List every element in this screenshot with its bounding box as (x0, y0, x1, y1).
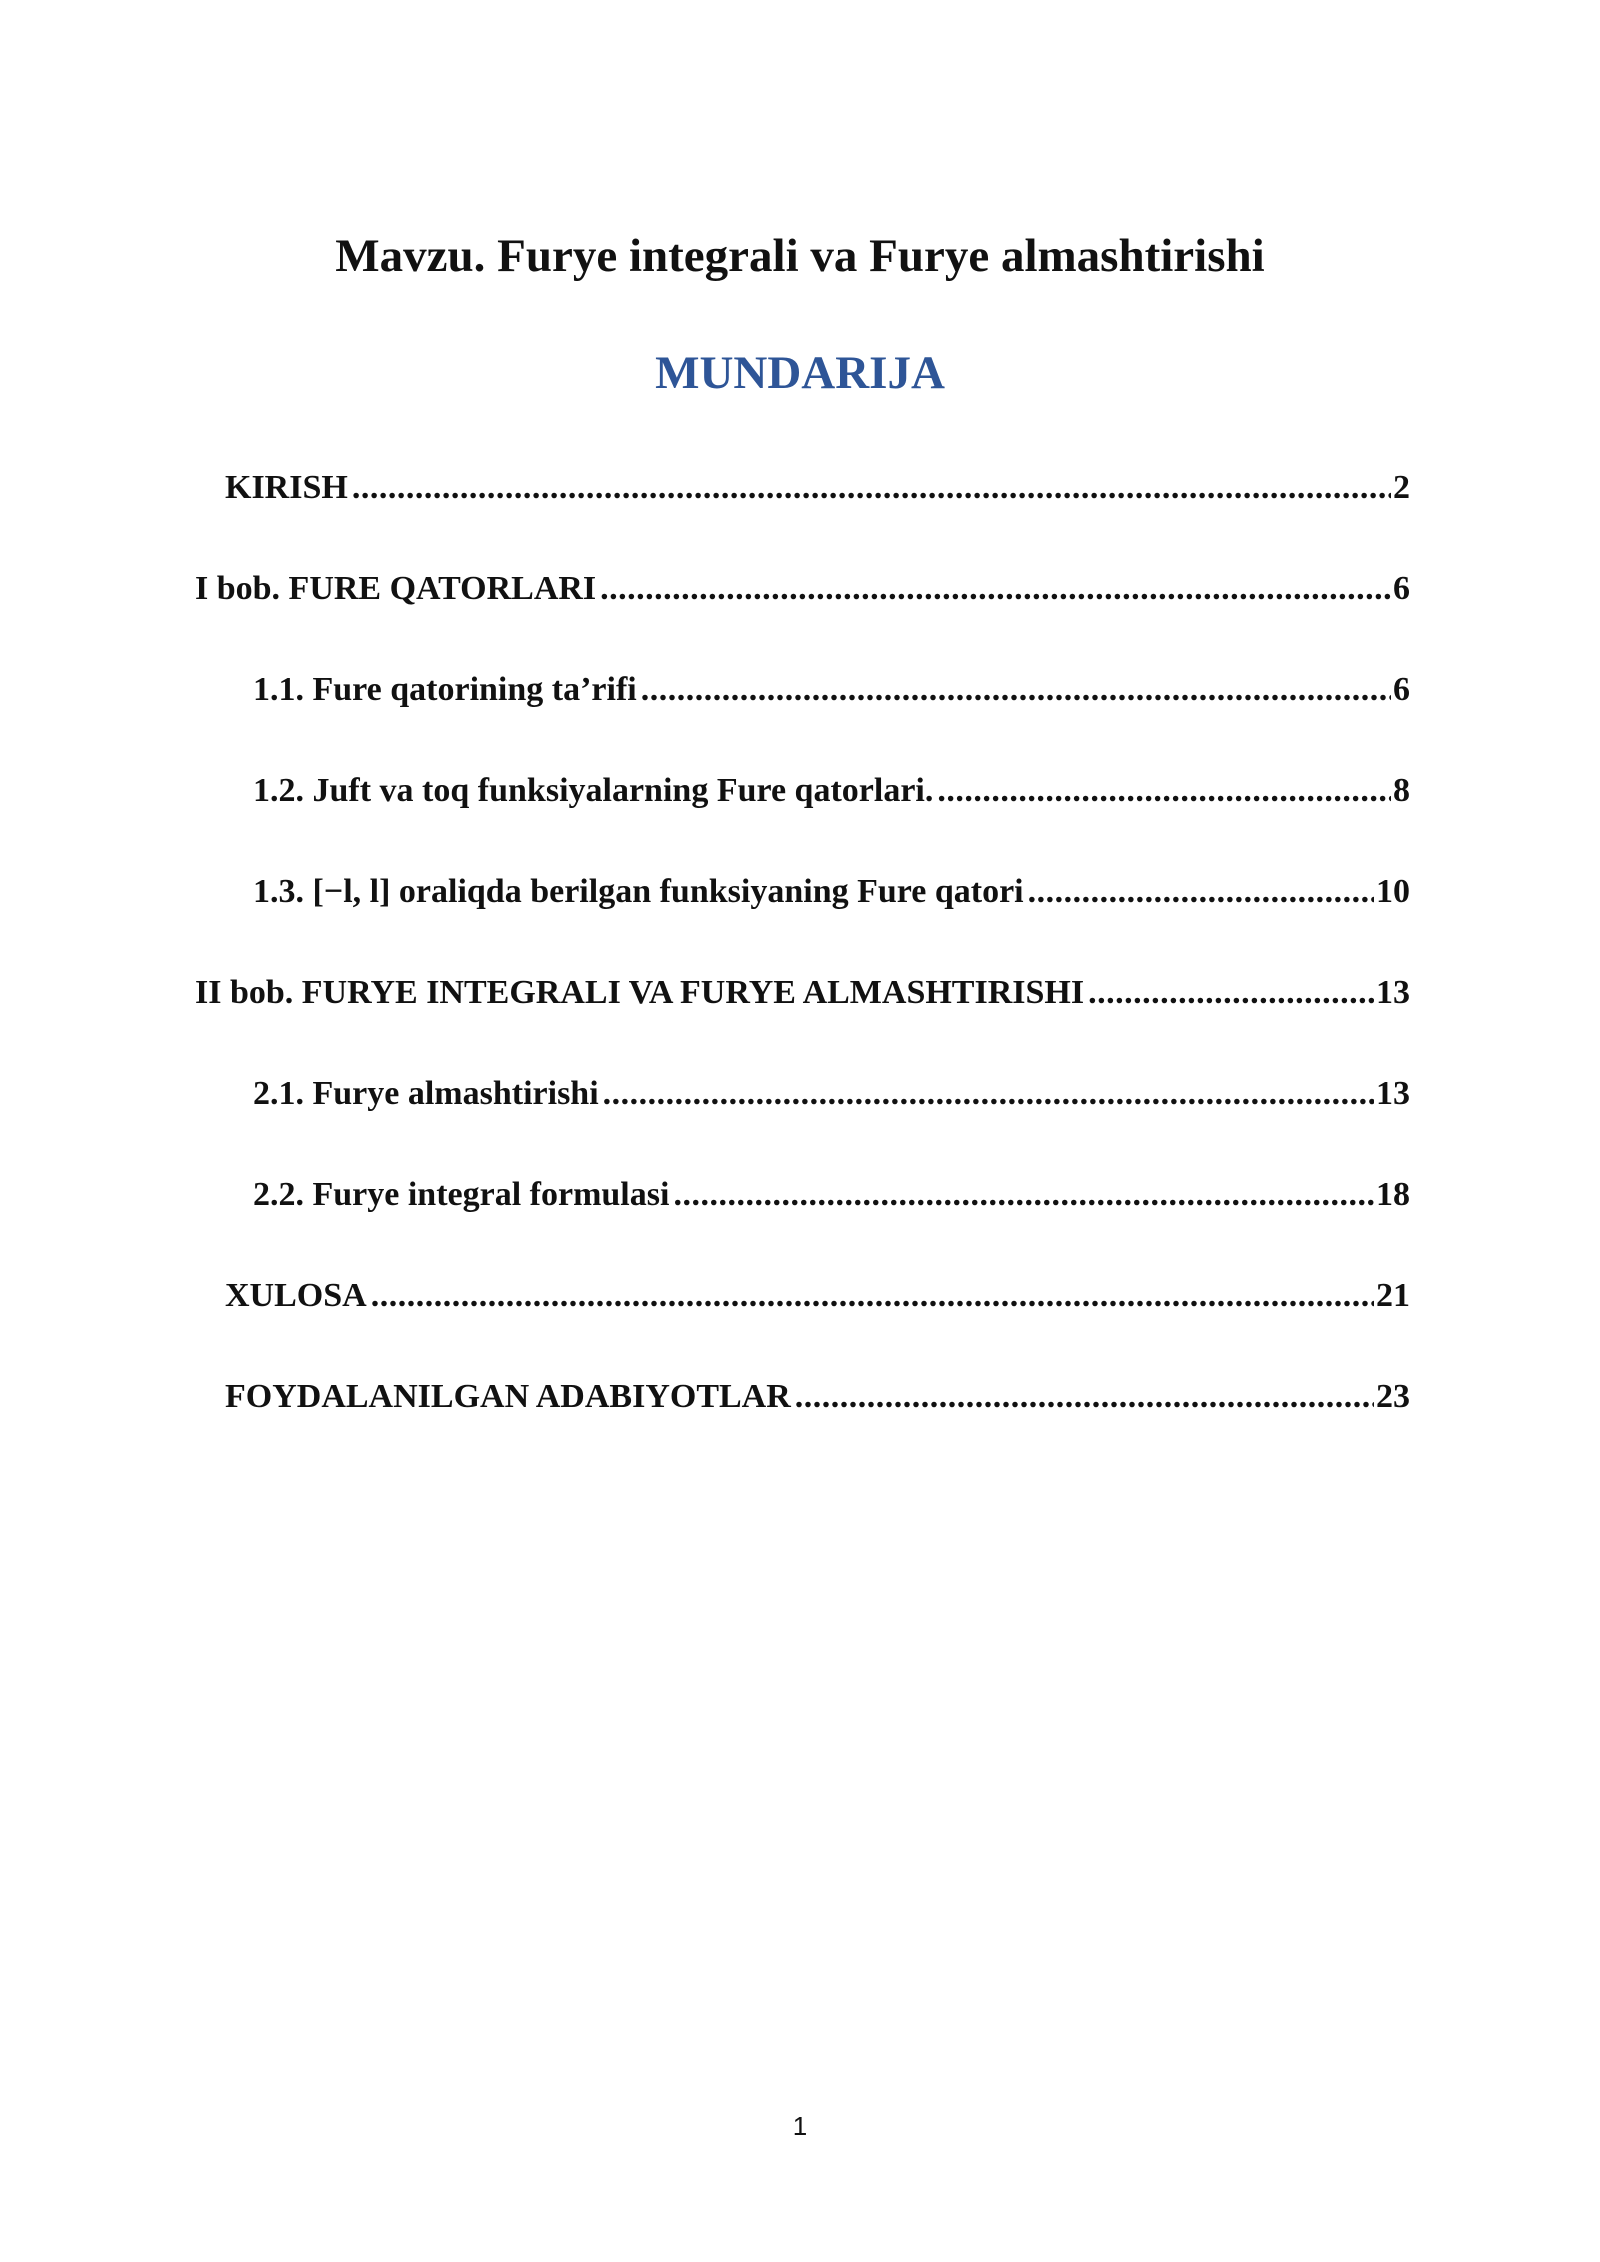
toc-dot-leader (600, 567, 1391, 611)
toc-entry-label: 2.2. Furye integral formulasi (253, 1176, 670, 1213)
toc-entry-section-2-1[interactable] (253, 1072, 1410, 1116)
toc-dot-leader (1028, 870, 1374, 914)
toc-dot-leader (795, 1375, 1374, 1419)
toc-entry-xulosa[interactable] (225, 1274, 1410, 1318)
toc-dot-leader (937, 769, 1391, 813)
toc-dot-leader (352, 466, 1391, 510)
toc-entry-section-2-2[interactable] (253, 1173, 1410, 1217)
toc-dot-leader (371, 1274, 1374, 1318)
toc-entry-section-1-2[interactable] (253, 769, 1410, 813)
toc-entry-label: 1.2. Juft va toq funksiyalarning Fure qatorlari. (253, 772, 934, 809)
toc-entry-label: 1.3. [−l, l] oraliqda berilgan funksiyaning Fure qatori (253, 873, 1024, 910)
toc-entry-label: I bob. FURE QATORLARI (195, 570, 597, 607)
toc-entry-chapter-2[interactable] (195, 971, 1410, 1015)
toc-dot-leader (641, 668, 1391, 712)
toc-entry-page: 21 (1376, 1277, 1410, 1314)
toc-entry-chapter-1[interactable] (195, 567, 1410, 611)
toc-entry-page: 8 (1393, 772, 1410, 809)
toc-entry-label: 2.1. Furye almashtirishi (253, 1075, 599, 1112)
toc-entry-label: FOYDALANILGAN ADABIYOTLAR (225, 1378, 791, 1415)
page-number: 1 (792, 2111, 808, 2141)
toc-entry-section-1-3[interactable] (253, 870, 1410, 914)
toc-entry-label: XULOSA (225, 1277, 367, 1314)
toc-entry-page: 18 (1376, 1176, 1410, 1213)
toc-entry-label: II bob. FURYE INTEGRALI VA FURYE ALMASHTIRISHI (195, 974, 1085, 1011)
document-title: Mavzu. Furye integrali va Furye almashtirishi (335, 230, 1265, 282)
toc-entry-label: 1.1. Fure qatorining ta’rifi (253, 671, 637, 708)
toc-dot-leader (603, 1072, 1374, 1116)
toc-entry-page: 23 (1376, 1378, 1410, 1415)
toc-dot-leader (673, 1173, 1374, 1217)
toc-entry-references[interactable] (225, 1375, 1410, 1419)
toc-dot-leader (1088, 971, 1374, 1015)
toc-entry-page: 6 (1393, 671, 1410, 708)
toc-entry-page: 6 (1393, 570, 1410, 607)
toc-entry-section-1-1[interactable] (253, 668, 1410, 712)
toc-entry-page: 13 (1376, 1075, 1410, 1112)
toc-entry-page: 2 (1393, 469, 1410, 506)
toc-entry-page: 10 (1376, 873, 1410, 910)
toc-entry-label: KIRISH (225, 469, 348, 506)
toc-heading: MUNDARIJA (655, 347, 945, 399)
toc-entry-page: 13 (1376, 974, 1410, 1011)
toc-entry-kirish[interactable] (225, 466, 1410, 510)
